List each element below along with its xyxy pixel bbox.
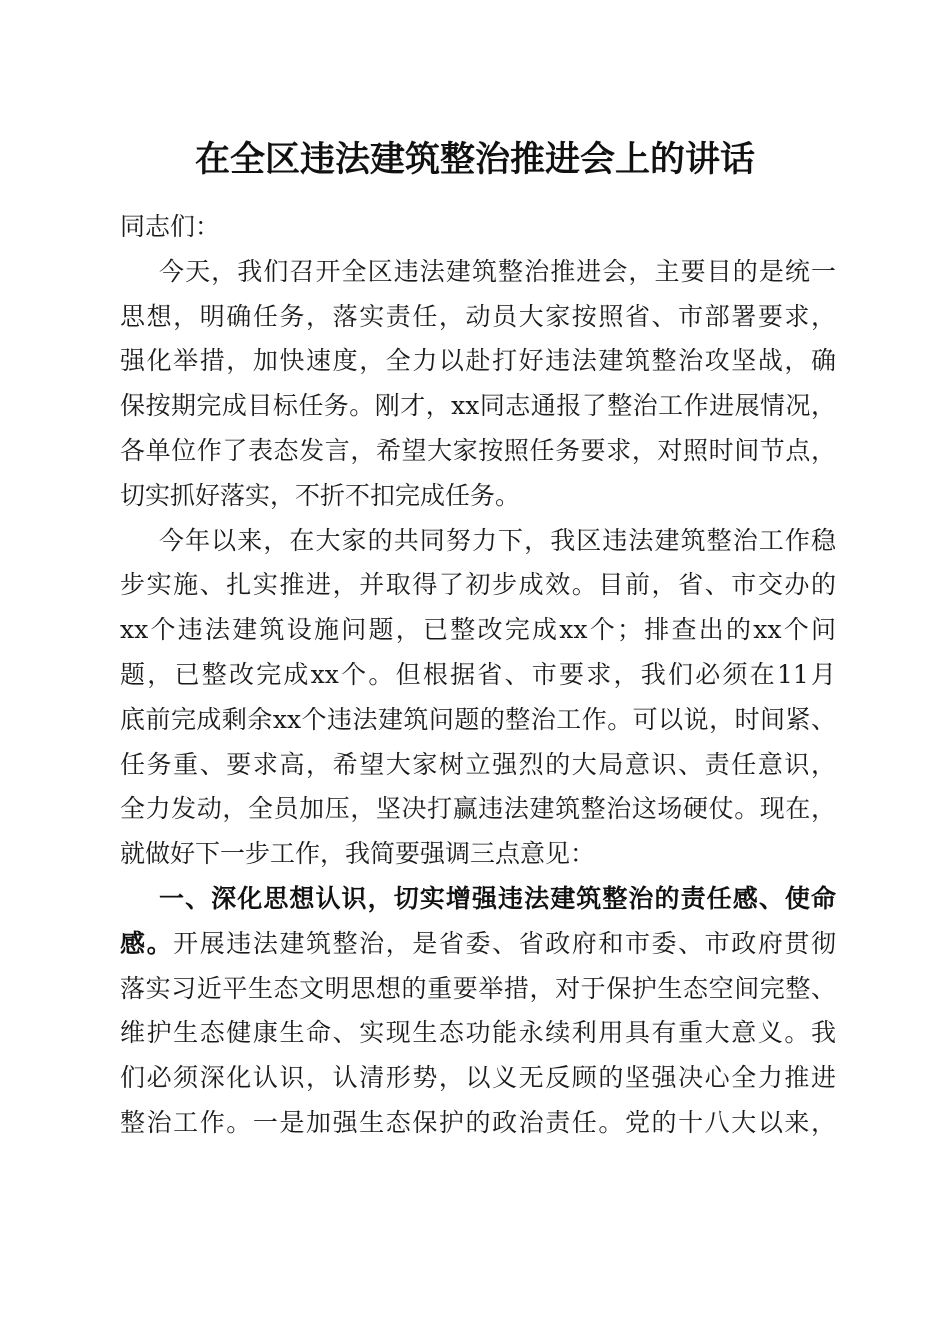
document-body	[120, 205, 836, 1146]
section-1-line: 维护生态健康生命、实现生态功能永续利用具有重大意义。我	[120, 1018, 836, 1048]
paragraph-1-line: 切实抓好落实，不折不扣完成任务。	[120, 480, 521, 510]
section-1-text: 开展违法建筑整治，是省委、省政府和市委、市政府贯彻	[173, 928, 836, 958]
section-1-heading: 一、深化思想认识，切实增强违法建筑整治的责任感、使命	[159, 883, 836, 913]
salutation: 同志们：	[120, 212, 221, 241]
section-1-line: 们必须深化认识，认清形势，以义无反顾的坚强决心全力推进	[120, 1063, 836, 1093]
document-title: 在全区违法建筑整治推进会上的讲话	[194, 139, 755, 180]
paragraph-1-line: 思想，明确任务，落实责任，动员大家按照省、市部署要求，	[120, 301, 836, 331]
paragraph-2-line: 全力发动，全员加压，坚决打赢违法建筑整治这场硬仗。现在，	[120, 794, 836, 824]
paragraph-2-line: 就做好下一步工作，我简要强调三点意见：	[120, 839, 596, 869]
paragraph-1-line: 今天，我们召开全区违法建筑整治推进会，主要目的是统一	[159, 256, 836, 286]
paragraph-2-line: 底前完成剩余xx个违法建筑问题的整治工作。可以说，时间紧、	[120, 704, 836, 734]
paragraph-2-line: xx个违法建筑设施问题，已整改完成xx个；排查出的xx个问	[120, 615, 836, 645]
paragraph-1-line: 各单位作了表态发言，希望大家按照任务要求，对照时间节点，	[120, 435, 836, 465]
paragraph-2-line: 今年以来，在大家的共同努力下，我区违法建筑整治工作稳	[159, 525, 836, 555]
paragraph-2-line: 任务重、要求高，希望大家树立强烈的大局意识、责任意识，	[120, 749, 836, 779]
section-1-heading-continuation	[120, 922, 836, 967]
section-1-line: 落实习近平生态文明思想的重要举措，对于保护生态空间完整、	[120, 973, 836, 1003]
paragraph-2-line: 步实施、扎实推进，并取得了初步成效。目前，省、市交办的	[120, 570, 836, 600]
paragraph-1-line: 强化举措，加快速度，全力以赴打好违法建筑整治攻坚战，确	[120, 346, 836, 376]
paragraph-2-line: 题，已整改完成xx个。但根据省、市要求，我们必须在11月	[120, 659, 836, 689]
section-1-line: 整治工作。一是加强生态保护的政治责任。党的十八大以来，	[120, 1107, 836, 1137]
section-1-heading-end: 感。	[120, 928, 174, 958]
paragraph-1-line: 保按期完成目标任务。刚才，xx同志通报了整治工作进展情况，	[120, 391, 836, 421]
